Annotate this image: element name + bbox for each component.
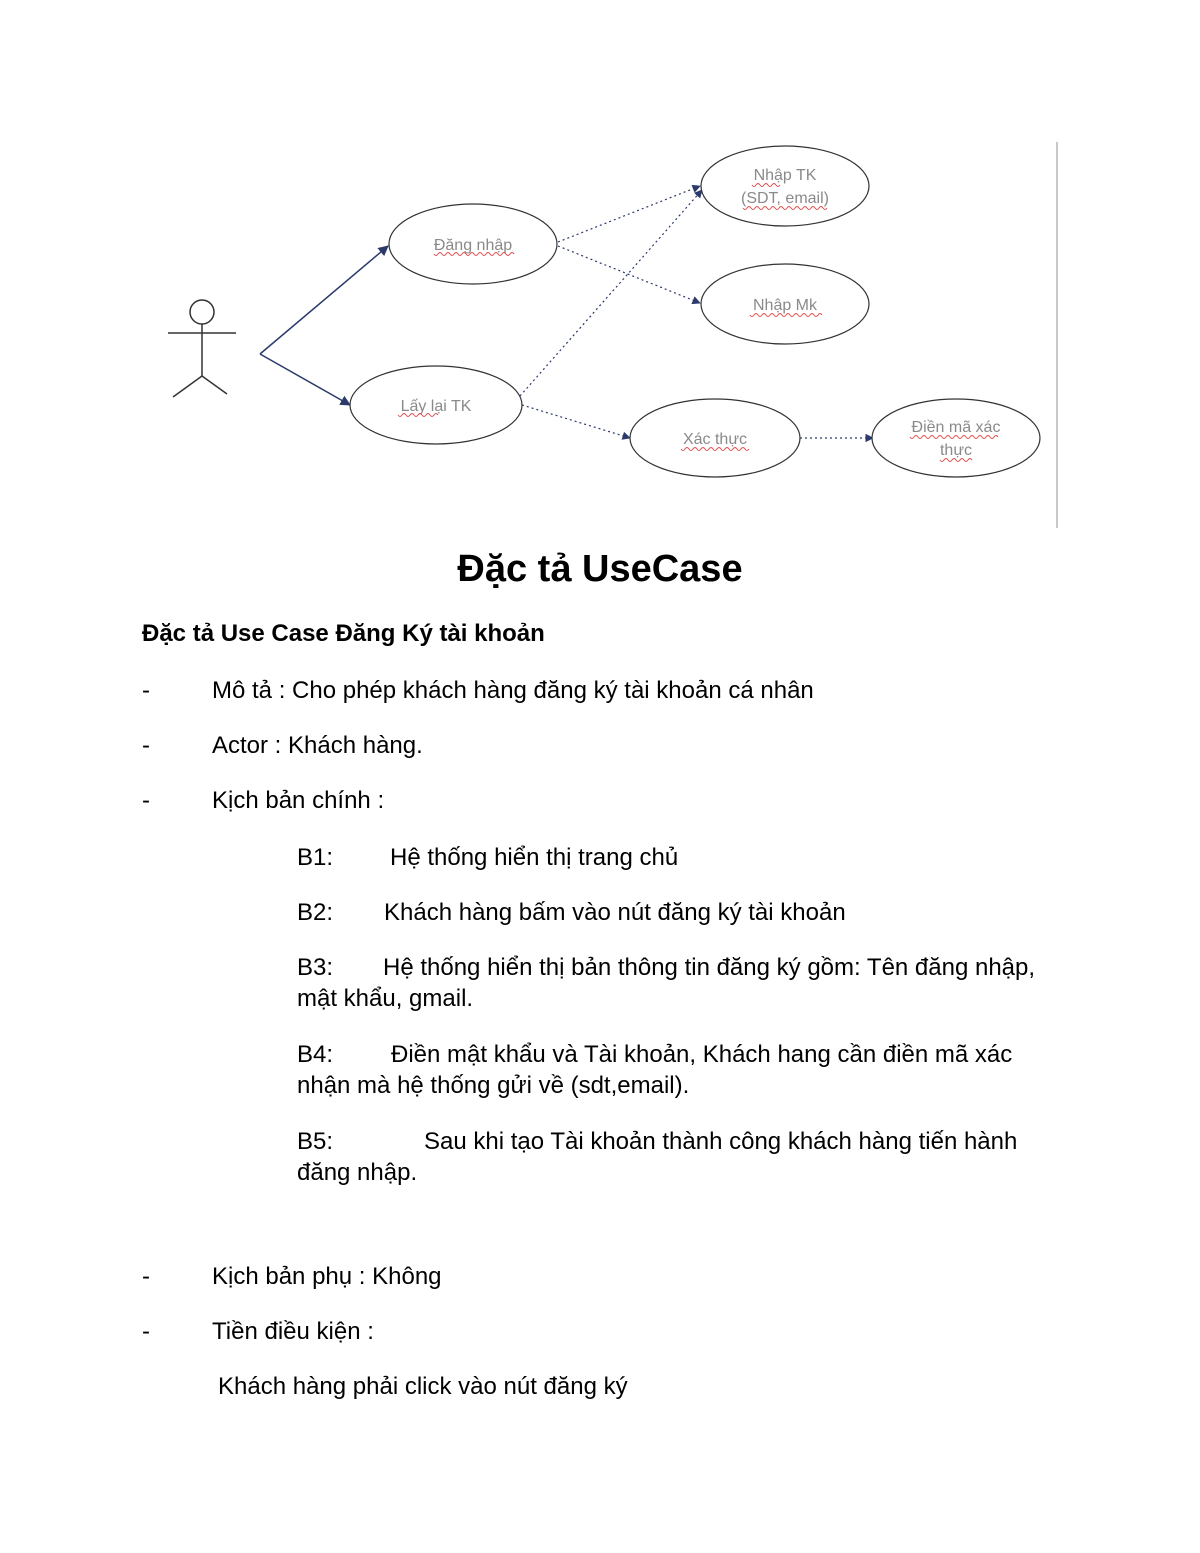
step-b5 [297, 1126, 1057, 1188]
bullet-description-text: Mô tả : Cho phép khách hàng đăng ký tài khoản cá nhân [212, 677, 814, 704]
bullet-alt-scenario-text: Kịch bản phụ : Không [212, 1263, 442, 1290]
use-case-enter-account-label-1: Nhập TK [753, 167, 817, 184]
use-case-verify-label: Xác thực [682, 431, 748, 448]
bullet-dash: - [142, 677, 150, 704]
step-text: Sau khi tạo Tài khoản thành công khách hàng tiến hành đăng nhập. [297, 1128, 1018, 1186]
use-case-enter-account [701, 146, 869, 226]
use-case-login [389, 204, 557, 284]
step-text: Hệ thống hiển thị trang chủ [390, 844, 679, 871]
step-b2 [297, 897, 1067, 928]
bullet-dash: - [142, 1318, 150, 1345]
step-text: Hệ thống hiển thị bản thông tin đăng ký gồm: Tên đăng nhập, mật khẩu, gmail. [297, 954, 1036, 1012]
step-b1 [297, 842, 1067, 873]
step-b4 [297, 1039, 1057, 1101]
bullet-dash: - [142, 732, 150, 759]
use-case-enter-account-label-2: (SDT, email) [740, 190, 830, 207]
step-b3 [297, 952, 1057, 1014]
precondition-text: Khách hàng phải click vào nút đăng ký [218, 1373, 628, 1400]
include-recover-verify [522, 405, 630, 438]
actor-customer [168, 300, 236, 397]
step-label: B3: [297, 954, 334, 981]
bullet-dash: - [142, 787, 150, 814]
use-case-enter-password-label: Nhập Mk [752, 297, 818, 314]
association-login [260, 246, 388, 354]
step-text: Khách hàng bấm vào nút đăng ký tài khoản [384, 899, 846, 926]
page-title: Đặc tả UseCase [457, 548, 743, 590]
association-recover [260, 354, 350, 405]
include-login-account [558, 186, 700, 242]
use-case-recover-account-label: Lấy lại TK [400, 398, 472, 415]
use-case-verify [630, 399, 800, 477]
include-login-password [558, 246, 700, 303]
bullet-dash: - [142, 1263, 150, 1290]
step-text: Điền mật khẩu và Tài khoản, Khách hang cần điền mã xác nhận mà hệ thống gửi về (sdt,email). [297, 1041, 1013, 1099]
section-title: Đặc tả Use Case Đăng Ký tài khoản [142, 620, 545, 647]
use-case-enter-code [872, 399, 1040, 477]
step-label: B2: [297, 899, 334, 926]
bullet-actor-text: Actor : Khách hàng. [212, 732, 423, 759]
use-case-enter-code-label-1: Điền mã xác [911, 419, 1001, 436]
use-case-diagram [0, 0, 1200, 540]
bullet-main-scenario-text: Kịch bản chính : [212, 787, 385, 814]
use-case-enter-code-label-2: thực [939, 442, 973, 459]
step-label: B1: [297, 844, 334, 871]
use-case-enter-password [701, 264, 869, 344]
step-label: B5: [297, 1128, 334, 1155]
use-case-login-label: Đăng nhập [433, 237, 513, 254]
step-label: B4: [297, 1041, 334, 1068]
use-case-recover-account [350, 366, 522, 444]
bullet-precondition-text: Tiền điều kiện : [212, 1318, 374, 1345]
